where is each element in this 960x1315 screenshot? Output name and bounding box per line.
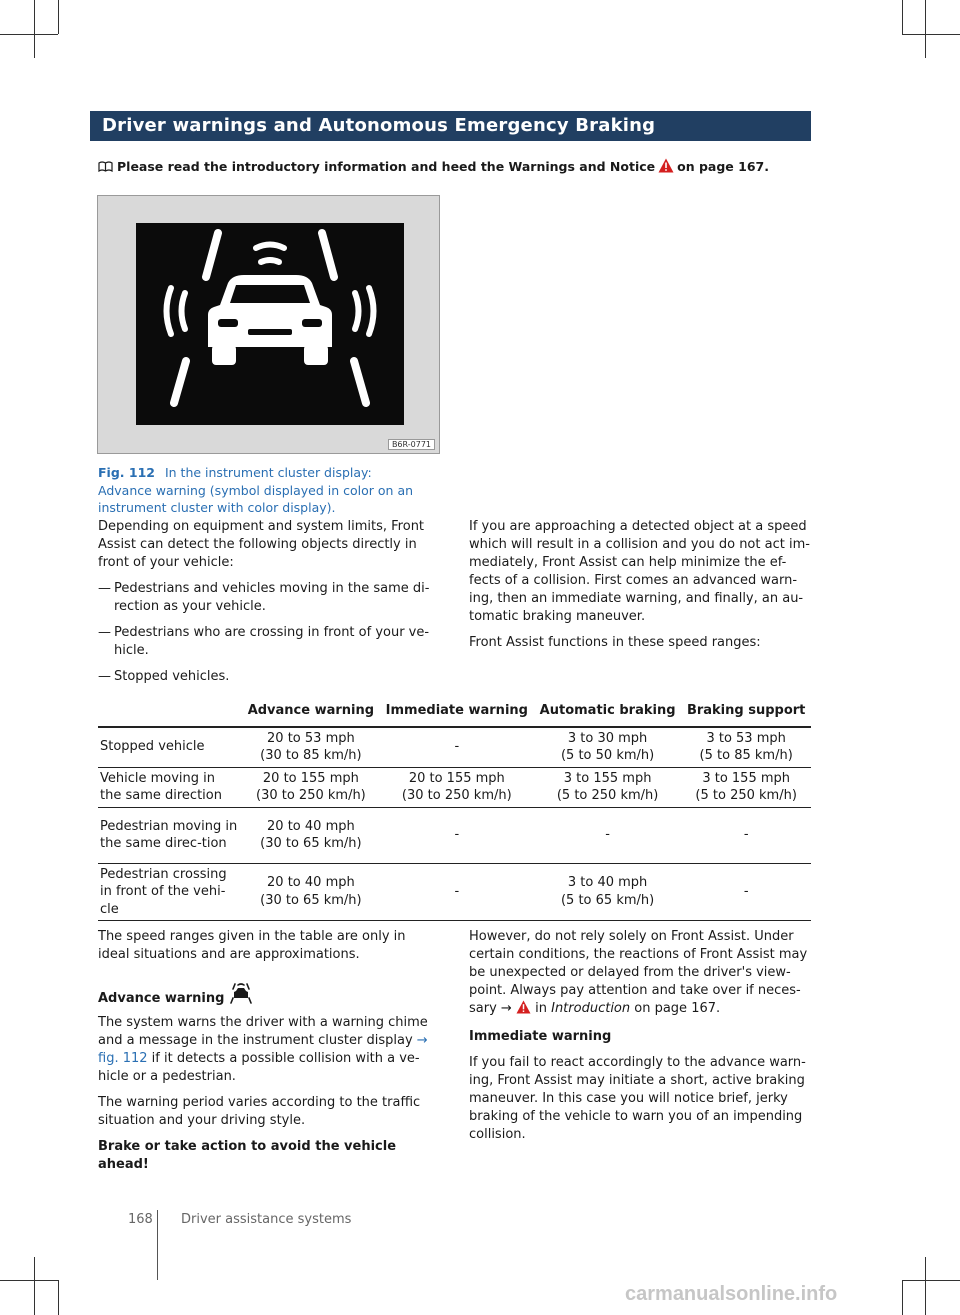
warning-triangle-icon[interactable]: [658, 158, 674, 176]
right-column-upper: [469, 518, 814, 660]
crop-mark: [0, 1280, 58, 1281]
crop-mark: [925, 1257, 926, 1315]
table-cell: 3 to 30 mph (5 to 50 km/h): [534, 727, 681, 768]
table-header: Automatic braking: [534, 697, 681, 727]
paragraph: The system warns the driver with a warning chime and a message in the instrument cluster display → fig. 112 if it detects a possible collision with a ve-hicle or a pedestrian.: [98, 1015, 428, 1084]
list-item: — Pedestrians and vehicles moving in the same di-rection as your vehicle.: [98, 581, 430, 614]
paragraph: Brake or take action to avoid the vehicle ahead!: [98, 1139, 397, 1172]
row-label: Vehicle moving in the same direction: [98, 767, 242, 807]
fig-link[interactable]: → fig. 112: [98, 1033, 428, 1066]
caption-text: In the instrument cluster display: Advance warning (symbol displayed in color on an instrument cluster with color display).: [98, 465, 414, 515]
paragraph: Front Assist functions in these speed ranges:: [469, 635, 761, 650]
table-cell: 20 to 53 mph (30 to 85 km/h): [242, 727, 380, 768]
dash-bullet: —: [98, 669, 111, 684]
table-cell: -: [681, 863, 811, 921]
table-row: [98, 863, 811, 921]
section-title: Driver warnings and Autonomous Emergency Braking: [102, 115, 656, 136]
row-label: Pedestrian moving in the same direc-tion: [98, 807, 242, 863]
crop-mark: [902, 34, 960, 35]
table-cell: 3 to 53 mph (5 to 85 km/h): [681, 727, 811, 768]
table-header: [98, 697, 242, 727]
intro-line: [98, 158, 769, 176]
left-column-lower: [98, 928, 438, 1182]
list-item: — Stopped vehicles.: [98, 669, 230, 684]
table-header: Immediate warning: [380, 697, 534, 727]
advance-warning-car-icon: [136, 223, 404, 425]
cluster-display: [136, 223, 404, 425]
table-cell: 20 to 155 mph (30 to 250 km/h): [242, 767, 380, 807]
watermark: carmanualsonline.info: [625, 1283, 838, 1305]
crop-mark: [34, 0, 35, 58]
dash-bullet: —: [98, 625, 111, 640]
speed-ranges-table: [98, 697, 811, 921]
crop-mark: [925, 0, 926, 58]
figure-caption: [98, 464, 428, 517]
table-cell: 20 to 155 mph (30 to 250 km/h): [380, 767, 534, 807]
table-cell: 20 to 40 mph (30 to 65 km/h): [242, 807, 380, 863]
footer-divider: [157, 1210, 158, 1280]
table-cell: -: [380, 863, 534, 921]
paragraph: If you fail to react accordingly to the advance warn-ing, Front Assist may initiate a short, active braking maneuver. In this case you will notice brief, jerky braking of the vehicle to warn you of an impending collision.: [469, 1055, 806, 1142]
table-row: [98, 727, 811, 768]
advance-warning-icon: [229, 982, 253, 1010]
section-title-bar: [90, 111, 811, 141]
crop-mark: [902, 1280, 960, 1281]
table-header-row: [98, 697, 811, 727]
paragraph: The speed ranges given in the table are only in ideal situations and are approximations.: [98, 929, 406, 962]
table-row: [98, 767, 811, 807]
table-cell: -: [534, 807, 681, 863]
advance-warning-heading: Advance warning: [98, 982, 438, 1010]
table-row: [98, 807, 811, 863]
arrow-icon: →: [500, 1001, 512, 1016]
footer-section: Driver assistance systems: [181, 1212, 352, 1227]
table-cell: -: [380, 807, 534, 863]
warning-triangle-icon[interactable]: [516, 1000, 531, 1020]
table-cell: 3 to 155 mph (5 to 250 km/h): [534, 767, 681, 807]
paragraph: However, do not rely solely on Front Assist. Under certain conditions, the reactions of Front Assist may be unexpected or delayed from the driver's view-point. Always pay attention and take over if neces-sary → in Introduction on page 167.: [469, 928, 814, 1020]
crop-mark: [902, 1280, 903, 1315]
table-header: Braking support: [681, 697, 811, 727]
paragraph: If you are approaching a detected object at a speed which will result in a collision and you do not act im-mediately, Front Assist can help minimize the ef-fects of a collision. First comes an advanced warn-ing, then an immediate warning, and finally, an au-tomatic braking maneuver.: [469, 519, 810, 624]
crop-mark: [58, 1280, 59, 1315]
table-cell: 20 to 40 mph (30 to 65 km/h): [242, 863, 380, 921]
paragraph: Depending on equipment and system limits, Front Assist can detect the following objects directly in front of your vehicle:: [98, 519, 425, 570]
row-label: Stopped vehicle: [98, 727, 242, 768]
intro-text: Please read the introductory information and heed the Warnings and Notice: [117, 159, 656, 174]
figure-code: B6R-0771: [388, 439, 435, 450]
table-cell: 3 to 155 mph (5 to 250 km/h): [681, 767, 811, 807]
intro-page-ref: on page 167.: [677, 159, 769, 174]
paragraph: The warning period varies according to the traffic situation and your driving style.: [98, 1095, 421, 1128]
list-item: — Pedestrians who are crossing in front of your ve-hicle.: [98, 625, 430, 658]
table-cell: 3 to 40 mph (5 to 65 km/h): [534, 863, 681, 921]
crop-mark: [0, 34, 58, 35]
table-cell: -: [681, 807, 811, 863]
right-column-lower: [469, 928, 814, 1152]
row-label: Pedestrian crossing in front of the vehi-cle: [98, 863, 242, 921]
figure-label: Fig. 112: [98, 465, 155, 480]
left-column-upper: [98, 518, 438, 694]
table-header: Advance warning: [242, 697, 380, 727]
immediate-warning-heading: Immediate warning: [469, 1029, 612, 1044]
crop-mark: [902, 0, 903, 34]
book-icon: [98, 160, 113, 175]
page-number: 168: [128, 1212, 153, 1227]
crop-mark: [34, 1257, 35, 1315]
figure-112: [97, 195, 440, 454]
crop-mark: [58, 0, 59, 34]
table-cell: -: [380, 727, 534, 768]
dash-bullet: —: [98, 581, 111, 596]
